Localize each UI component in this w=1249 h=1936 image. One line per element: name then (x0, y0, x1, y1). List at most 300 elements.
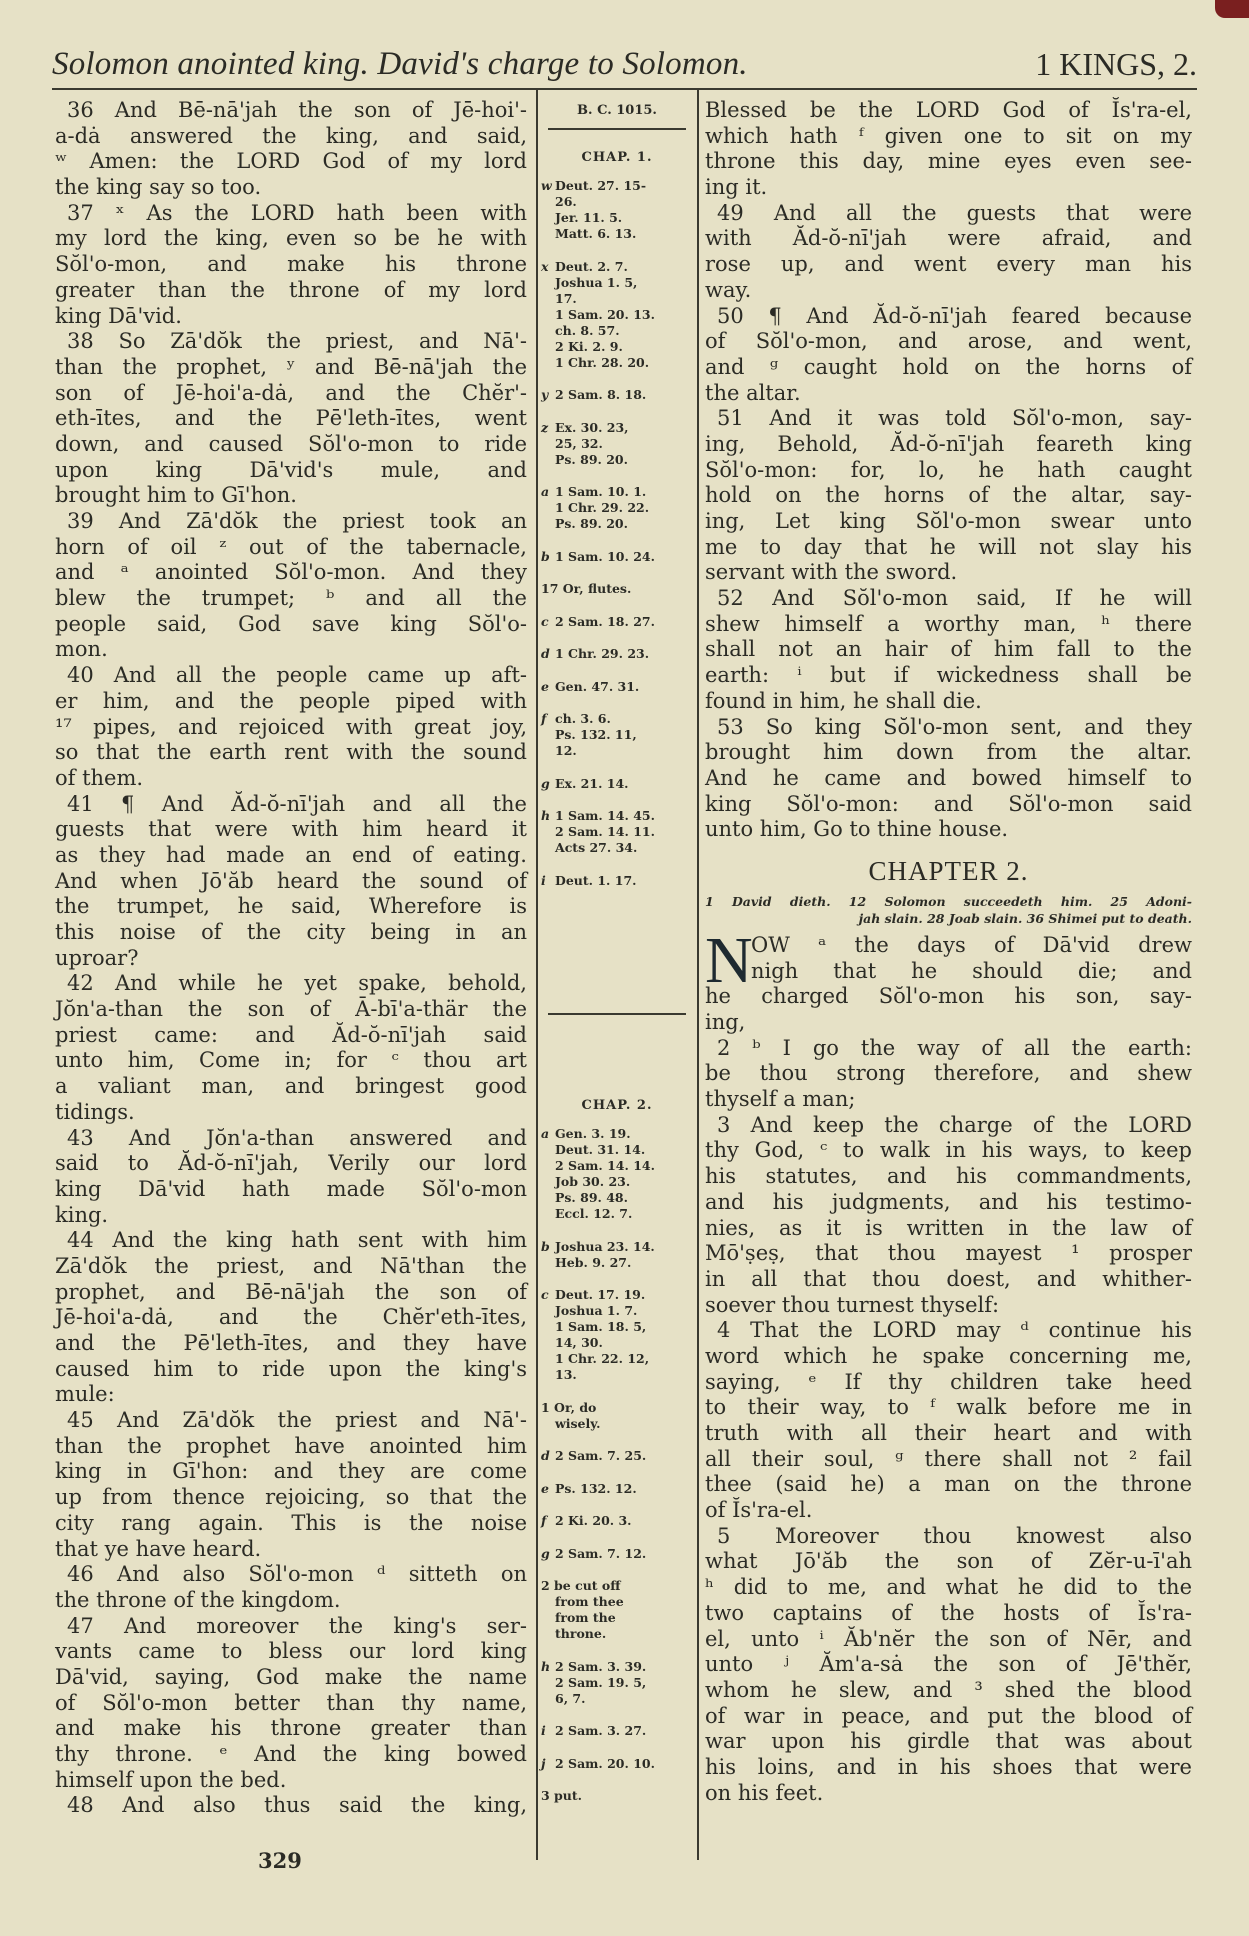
reference-text: ch. 3. 6. (555, 711, 611, 726)
cross-reference (541, 711, 693, 759)
cross-reference-line (541, 1239, 693, 1255)
cross-reference-line (541, 1126, 693, 1142)
page-corner-tab (1215, 0, 1249, 18)
cross-reference-line (541, 1142, 693, 1158)
verse-line: all their soul, ᵍ there shall not ² fail (705, 1446, 1192, 1471)
left-text-column (55, 98, 527, 1819)
reference-marker: i (541, 872, 546, 888)
reference-text: Joshua 1. 7. (555, 1303, 638, 1318)
reference-text: 2 Sam. 18. 27. (555, 613, 655, 629)
verse-line: 49 And all the guests that were (717, 200, 1192, 225)
reference-text: 2 Sam. 7. 25. (555, 1448, 647, 1463)
verse-paragraph (705, 98, 1192, 201)
chapter-summary-line: jah slain. 28 Joab slain. 36 Shimei put to death. (858, 910, 1192, 926)
reference-text: Ps. 89. 20. (555, 451, 628, 467)
reference-text: Ps. 132. 11, (555, 727, 637, 742)
reference-text: 2 Ki. 2. 9. (555, 338, 623, 354)
reference-marker: f (541, 1513, 547, 1528)
reference-text: from the (555, 1610, 616, 1625)
verse-line: And he came and bowed himself to (705, 765, 1192, 790)
margin-references-chapter-2 (541, 1098, 693, 1821)
verse-line: Sŏl'o-mon, and make his throne (55, 252, 527, 277)
verse-line: 36 And Bē-nā'jah the son of Jē-hoi'- (67, 98, 527, 122)
verse-line: that ye have heard. (55, 1536, 262, 1561)
verse-line: saying, ᵉ If thy children take heed (705, 1369, 1192, 1394)
verse-line: which hath ᶠ given one to sit on my (705, 123, 1192, 148)
verse-line: priest came: and Ăd-ŏ-nī'jah said (55, 1022, 527, 1047)
verse-paragraph (705, 1524, 1192, 1807)
reference-text: 1 Sam. 10. 24. (555, 548, 655, 564)
cross-reference (541, 1788, 693, 1804)
verse-line: el, unto ⁱ Ăb'nĕr the son of Nēr, and (705, 1626, 1192, 1651)
verse-line: ¹⁷ pipes, and rejoiced with great joy, (55, 714, 527, 739)
chapter-heading: CHAPTER 2. (868, 855, 1029, 886)
verse-line: er him, and the people piped with (55, 688, 527, 713)
cross-reference-line (541, 1174, 693, 1190)
cross-reference-line (541, 776, 693, 792)
cross-reference (541, 1239, 693, 1271)
verse-line: two captains of the hosts of Ĭs'ra- (705, 1600, 1192, 1625)
reference-text: wisely. (555, 1415, 601, 1431)
reference-text: Ex. 30. 23, (555, 419, 629, 435)
verse-line: in all that thou doest, and whither- (705, 1266, 1192, 1291)
cross-reference-line (541, 307, 693, 323)
verse-line: up from thence rejoicing, so that the (55, 1485, 527, 1510)
verse-line: tidings. (55, 1099, 135, 1124)
verse-line: 2 ᵇ I go the way of all the earth: (717, 1035, 1192, 1060)
reference-text: Acts 27. 34. (555, 840, 638, 855)
cross-reference-line (541, 1513, 693, 1529)
reference-text: 12. (555, 743, 577, 758)
verse-line: brought him to Gī'hon. (55, 483, 297, 508)
verse-line: as they had made an end of eating. (55, 842, 527, 867)
reference-marker: c (541, 1287, 549, 1302)
reference-text: 13. (555, 1367, 577, 1382)
verse-line: 38 So Zā'dŏk the priest, and Nā'- (67, 329, 527, 354)
verse-paragraph (705, 201, 1192, 304)
verse-line: of war in peace, and put the blood of (705, 1703, 1192, 1728)
verse-paragraph (55, 1562, 527, 1613)
drop-cap-letter: N (705, 923, 753, 997)
verse-line: 4 That the LORD may ᵈ continue his (717, 1318, 1192, 1343)
reference-marker: c (541, 613, 549, 629)
verse-line: thy throne. ᵉ And the king bowed (55, 1742, 527, 1766)
cross-reference (541, 1126, 693, 1222)
verse-line: soever thou turnest thyself: (705, 1292, 1000, 1317)
cross-reference-line (541, 178, 693, 194)
verse-line: shew himself a worthy man, ʰ there (705, 611, 1192, 636)
verse-line: Blessed be the LORD God of Ĭs'ra-el, (705, 98, 1192, 122)
reference-marker: g (541, 775, 550, 791)
reference-marker: b (541, 548, 550, 564)
reference-text: 1 Chr. 29. 22. (555, 500, 650, 515)
verse-line: 42 And while he yet spake, behold, (67, 971, 527, 996)
cross-reference-line (541, 614, 693, 630)
cross-reference-line (541, 226, 693, 242)
reference-marker: x (541, 258, 549, 274)
right-text-column (705, 98, 1192, 1806)
verse-line: 47 And moreover the king's ser- (67, 1613, 527, 1638)
verse-line: caused him to ride upon the king's (55, 1356, 527, 1381)
cross-reference (541, 776, 693, 792)
verse-line: eth-ītes, and the Pē'leth-ītes, went (55, 406, 527, 431)
verse-paragraph (705, 923, 1192, 1036)
verse-line: and his judgments, and his testimo- (705, 1189, 1192, 1214)
verse-line: ing, (705, 1010, 746, 1034)
verse-line: king Dā'vid hath made Sŏl'o-mon (55, 1176, 527, 1201)
cross-reference (541, 1481, 693, 1497)
verse-line: Mō'ṣeṣ, that thou mayest ¹ prosper (705, 1241, 1192, 1266)
verse-line: 39 And Zā'dŏk the priest took an (67, 509, 527, 533)
reference-text: 1 Sam. 10. 1. (555, 484, 647, 499)
reference-text: 2 Sam. 20. 10. (555, 1755, 655, 1771)
verse-line: city rang again. This is the noise (55, 1510, 527, 1535)
reference-text: Deut. 27. 15- (555, 178, 647, 193)
cross-reference-line (541, 1788, 693, 1804)
verse-line: greater than the throne of my lord (55, 277, 527, 302)
margin-chapter-label: CHAP. 1. (581, 150, 653, 165)
reference-text: Jer. 11. 5. (555, 210, 623, 225)
verse-line: servant with the sword. (705, 560, 958, 585)
verse-line: the king say so too. (55, 175, 262, 200)
verse-line: this noise of the city being in an (55, 920, 527, 944)
reference-text: from thee (555, 1594, 624, 1609)
verse-line: Jē-hoi'a-dȧ, and the Chĕr'eth-ītes, (55, 1305, 527, 1330)
verse-line: mon. (55, 637, 108, 662)
reference-marker: e (541, 1480, 549, 1496)
cross-reference-line (541, 1287, 693, 1303)
cross-reference-line (541, 549, 693, 565)
verse-paragraph (705, 1036, 1192, 1113)
reference-text: throne. (555, 1626, 607, 1641)
cross-reference-line (541, 387, 693, 403)
verse-line: 50 ¶ And Ăd-ŏ-nī'jah feared because (717, 303, 1192, 328)
reference-text: Eccl. 12. 7. (555, 1206, 633, 1221)
verse-line: Sŏl'o-mon: for, lo, he hath caught (705, 457, 1192, 482)
cross-reference-line (541, 516, 693, 532)
cross-reference-line (541, 1448, 693, 1464)
reference-marker: e (541, 678, 549, 694)
verse-line: word which he spake concerning me, (705, 1343, 1192, 1368)
verse-line: way. (705, 277, 752, 302)
reference-text: 17. (555, 290, 577, 306)
reference-text: 1 Sam. 14. 45. (555, 808, 655, 823)
cross-reference (541, 420, 693, 468)
reference-marker: d (541, 1448, 550, 1463)
verse-line: uproar? (55, 945, 139, 970)
verse-paragraph (55, 1408, 527, 1562)
reference-text: 2 Sam. 3. 27. (555, 1723, 647, 1738)
verse-line: than the prophet have anointed him (55, 1433, 527, 1458)
reference-text: 1 Sam. 20. 13. (555, 306, 655, 322)
reference-text: 2 Sam. 14. 14. (555, 1158, 655, 1173)
reference-text: Deut. 1. 17. (555, 872, 637, 888)
reference-text: 2 Ki. 20. 3. (555, 1513, 632, 1528)
running-title: Solomon anointed king. David's charge to Solomon. (52, 46, 748, 82)
verse-line: 48 And also thus said the king, (67, 1793, 527, 1818)
verse-line: 43 And Jŏn'a-than answered and (67, 1125, 527, 1150)
cross-reference-line (541, 1319, 693, 1335)
verse-paragraph (55, 98, 527, 201)
cross-reference (541, 679, 693, 695)
cross-reference-line (541, 1335, 693, 1351)
verse-line: blew the trumpet; ᵇ and all the (55, 586, 527, 611)
cross-reference-line (541, 1546, 693, 1562)
cross-reference-line (541, 1255, 693, 1271)
verse-line: rose up, and went every man his (705, 252, 1192, 277)
verse-line: king Sŏl'o-mon: and Sŏl'o-mon said (705, 791, 1192, 816)
verse-line: king. (55, 1202, 109, 1227)
cross-reference-line (541, 1675, 693, 1691)
cross-reference (541, 873, 693, 889)
reference-text: 2 Sam. 19. 5, (555, 1674, 647, 1690)
verse-paragraph (705, 304, 1192, 407)
reference-marker: a (541, 484, 550, 499)
cross-reference-line (541, 1659, 693, 1675)
cross-reference-line (541, 1691, 693, 1707)
reference-text: 26. (555, 194, 577, 209)
cross-reference-line (541, 824, 693, 840)
reference-text: Gen. 3. 19. (555, 1126, 631, 1141)
cross-reference-line (541, 840, 693, 856)
cross-reference-line (541, 1190, 693, 1206)
cross-reference-line (541, 1723, 693, 1739)
cross-reference (541, 581, 693, 597)
reference-text: Deut. 31. 14. (555, 1142, 646, 1157)
verse-paragraph (55, 792, 527, 972)
verse-paragraph (705, 715, 1192, 843)
cross-reference (541, 1578, 693, 1642)
reference-marker: b (541, 1238, 550, 1254)
verse-line: horn of oil ᶻ out of the tabernacle, (55, 534, 527, 559)
verse-line: a-dȧ answered the king, and said, (55, 123, 527, 148)
reference-text: 1 Or, do (541, 1399, 597, 1415)
verse-line: 52 And Sŏl'o-mon said, If he will (717, 586, 1192, 611)
verse-line: 40 And all the people came up aft- (67, 663, 527, 688)
reference-text: 14, 30. (555, 1335, 603, 1350)
cross-reference-line (541, 210, 693, 226)
reference-text: 2 be cut off (541, 1578, 621, 1593)
verse-line: what Jō'ăb the son of Zĕr-u-ī'ah (705, 1549, 1192, 1574)
chapter-summary-line: 1 David dieth. 12 Solomon succeedeth him. 25 Adoni- (705, 893, 1192, 909)
verse-line: a valiant man, and bringest good (55, 1074, 527, 1099)
cross-reference (541, 259, 693, 371)
verse-line: king Dā'vid. (55, 303, 182, 328)
cross-reference-line (541, 436, 693, 452)
reference-text: 2 Sam. 7. 12. (555, 1545, 647, 1561)
reference-text: Ps. 89. 20. (555, 516, 628, 531)
column-divider-left (536, 90, 538, 1860)
reference-text: 25, 32. (555, 435, 603, 451)
cross-reference-line (541, 1206, 693, 1222)
verse-paragraph (55, 329, 527, 509)
verse-line: and ᵍ caught hold on the horns of (705, 354, 1192, 379)
verse-line: Dā'vid, saying, God make the name (55, 1664, 527, 1689)
verse-line: 45 And Zā'dŏk the priest and Nā'- (67, 1408, 527, 1433)
cross-reference-line (541, 1481, 693, 1497)
verse-line: and the Pē'leth-ītes, and they have (55, 1331, 527, 1355)
cross-reference-line (541, 711, 693, 727)
verse-paragraph (55, 509, 527, 663)
verse-line: war upon his girdle that was about (705, 1729, 1192, 1754)
cross-reference-line (541, 484, 693, 500)
reference-text: Ps. 132. 12. (555, 1480, 637, 1496)
reference-marker: y (541, 387, 549, 402)
verse-line: he charged Sŏl'o-mon his son, say- (705, 984, 1192, 1009)
verse-line: throne this day, mine eyes even see- (705, 149, 1192, 174)
reference-text: 1 Chr. 22. 12, (555, 1351, 650, 1366)
verse-line: of them. (55, 765, 144, 790)
verse-line: 51 And it was told Sŏl'o-mon, say- (717, 406, 1192, 431)
cross-reference (541, 1400, 693, 1432)
cross-reference-line (541, 1158, 693, 1174)
verse-line: ing, Let king Sŏl'o-mon swear unto (705, 509, 1192, 533)
reference-marker: a (541, 1126, 550, 1141)
reference-marker: w (541, 178, 552, 193)
verse-line: thyself a man; (705, 1087, 856, 1112)
reference-marker: i (541, 1723, 546, 1738)
verse-line: to their way, to ᶠ walk before me in (705, 1395, 1192, 1420)
verse-line: 37 ˣ As the LORD hath been with (67, 200, 527, 225)
verse-line: and ᵃ anointed Sŏl'o-mon. And they (55, 560, 527, 585)
verse-line: 53 So king Sŏl'o-mon sent, and they (717, 714, 1192, 739)
verse-paragraph (55, 1793, 527, 1819)
cross-reference-line (541, 581, 693, 597)
verse-line: nies, as it is written in the law of (705, 1215, 1192, 1240)
verse-line: guests that were with him heard it (55, 817, 527, 842)
cross-reference (541, 549, 693, 565)
cross-reference (541, 178, 693, 242)
cross-reference-line (541, 339, 693, 355)
verse-line: with Ăd-ŏ-nī'jah were afraid, and (705, 226, 1192, 251)
verse-line: And when Jō'ăb heard the sound of (55, 868, 527, 893)
verse-line: shall not an hair of him fall to the (705, 637, 1192, 662)
cross-reference (541, 1448, 693, 1464)
cross-reference-line (541, 355, 693, 371)
verse-line: truth with all their heart and with (705, 1421, 1192, 1445)
cross-reference-line (541, 1610, 693, 1626)
cross-reference-line (541, 1400, 693, 1416)
reference-text: Gen. 47. 31. (555, 678, 640, 694)
verse-line: hold on the horns of the altar, say- (705, 483, 1192, 508)
cross-reference (541, 1756, 693, 1772)
header-rule (52, 88, 1197, 90)
verse-line: unto him, Come in; for ᶜ thou art (55, 1048, 527, 1073)
cross-reference-line (541, 1756, 693, 1772)
reference-text: Joshua 1. 5, (555, 274, 638, 290)
verse-line: and make his throne greater than (55, 1716, 527, 1741)
verse-line: ʷ Amen: the LORD God of my lord (55, 149, 527, 174)
cross-reference-line (541, 1303, 693, 1319)
cross-reference-line (541, 323, 693, 339)
verse-line: ing it. (705, 175, 768, 200)
verse-line: 3 And keep the charge of the LORD (717, 1112, 1192, 1137)
cross-reference-line (541, 1594, 693, 1610)
reference-marker: h (541, 808, 551, 823)
verse-paragraph (705, 1113, 1192, 1319)
reference-marker: g (541, 1545, 550, 1561)
verse-line: of Sŏl'o-mon, and arose, and went, (705, 329, 1192, 354)
reference-marker: h (541, 1658, 551, 1674)
cross-reference-line (541, 420, 693, 436)
verse-line: people said, God save king Sŏl'o- (55, 611, 527, 636)
cross-reference-line (541, 1416, 693, 1432)
cross-reference-line (541, 743, 693, 759)
verse-line: be thou strong therefore, and shew (705, 1061, 1192, 1086)
cross-reference-line (541, 1578, 693, 1594)
verse-line: found in him, he shall die. (705, 688, 982, 713)
verse-line: Zā'dŏk the priest, and Nā'than the (55, 1253, 527, 1278)
verse-line: prophet, and Bē-nā'jah the son of (55, 1279, 527, 1304)
reference-text: Job 30. 23. (555, 1174, 631, 1189)
cross-reference-line (541, 452, 693, 468)
reference-text: 2 Sam. 8. 18. (555, 387, 647, 402)
verse-paragraph (55, 201, 527, 329)
verse-line: 5 Moreover thou knowest also (717, 1523, 1192, 1548)
cross-reference (541, 614, 693, 630)
chapter-summary (705, 893, 1192, 927)
cross-reference-line (541, 873, 693, 889)
verse-paragraph (55, 1126, 527, 1229)
reference-text: Heb. 9. 27. (555, 1254, 632, 1270)
verse-line: than the prophet, ʸ and Bē-nā'jah the (55, 354, 527, 379)
cross-reference-line (541, 259, 693, 275)
verse-line: 41 ¶ And Ăd-ŏ-nī'jah and all the (67, 791, 527, 816)
reference-marker: d (541, 646, 550, 661)
reference-marker: f (541, 711, 547, 726)
cross-reference (541, 387, 693, 403)
margin-chapter-label: CHAP. 2. (581, 1098, 653, 1113)
verse-line: said to Ăd-ŏ-nī'jah, Verily our lord (55, 1151, 527, 1176)
verse-line: me to day that he will not slay his (705, 534, 1192, 559)
verse-paragraph (55, 1228, 527, 1408)
reference-text: 2 Sam. 3. 39. (555, 1658, 647, 1674)
reference-text: Deut. 17. 19. (555, 1287, 646, 1302)
verse-paragraph (55, 1614, 527, 1794)
cross-reference (541, 1546, 693, 1562)
cross-reference-line (541, 291, 693, 307)
verse-line: unto him, Go to thine house. (705, 817, 1009, 842)
cross-reference (541, 1287, 693, 1383)
column-divider-right (697, 90, 699, 1860)
verse-paragraph (705, 586, 1192, 714)
cross-reference (541, 1659, 693, 1707)
verse-line: 46 And also Sŏl'o-mon ᵈ sitteth on (67, 1562, 527, 1587)
reference-text: Matt. 6. 13. (555, 226, 637, 241)
verse-line: brought him down from the altar. (705, 740, 1192, 765)
cross-reference-line (541, 808, 693, 824)
verse-line: earth: ⁱ but if wickedness shall be (705, 663, 1192, 688)
cross-reference-line (541, 1626, 693, 1642)
cross-reference-line (541, 646, 693, 662)
margin-rule (548, 128, 686, 130)
cross-reference-line (541, 727, 693, 743)
reference-text: Ex. 21. 14. (555, 775, 629, 791)
verse-line: ʰ did to me, and what he did to the (705, 1575, 1192, 1600)
margin-rule (548, 1013, 686, 1015)
verse-line: his loins, and in his shoes that were (705, 1754, 1192, 1779)
verse-line: OW ᵃ the days of Dā'vid drew (751, 932, 1192, 957)
verse-line: ing, Behold, Ăd-ŏ-nī'jah feareth king (705, 431, 1192, 456)
reference-text: 3 put. (541, 1788, 583, 1803)
reference-text: Joshua 23. 14. (555, 1238, 655, 1254)
verse-line: the trumpet, he said, Wherefore is (55, 894, 527, 919)
page-number: 329 (258, 1848, 302, 1873)
verse-line: his statutes, and his commandments, (705, 1164, 1192, 1189)
verse-line: thee (said he) a man on the throne (705, 1472, 1192, 1497)
reference-marker: j (541, 1755, 546, 1771)
reference-text: Ps. 89. 48. (555, 1190, 628, 1205)
